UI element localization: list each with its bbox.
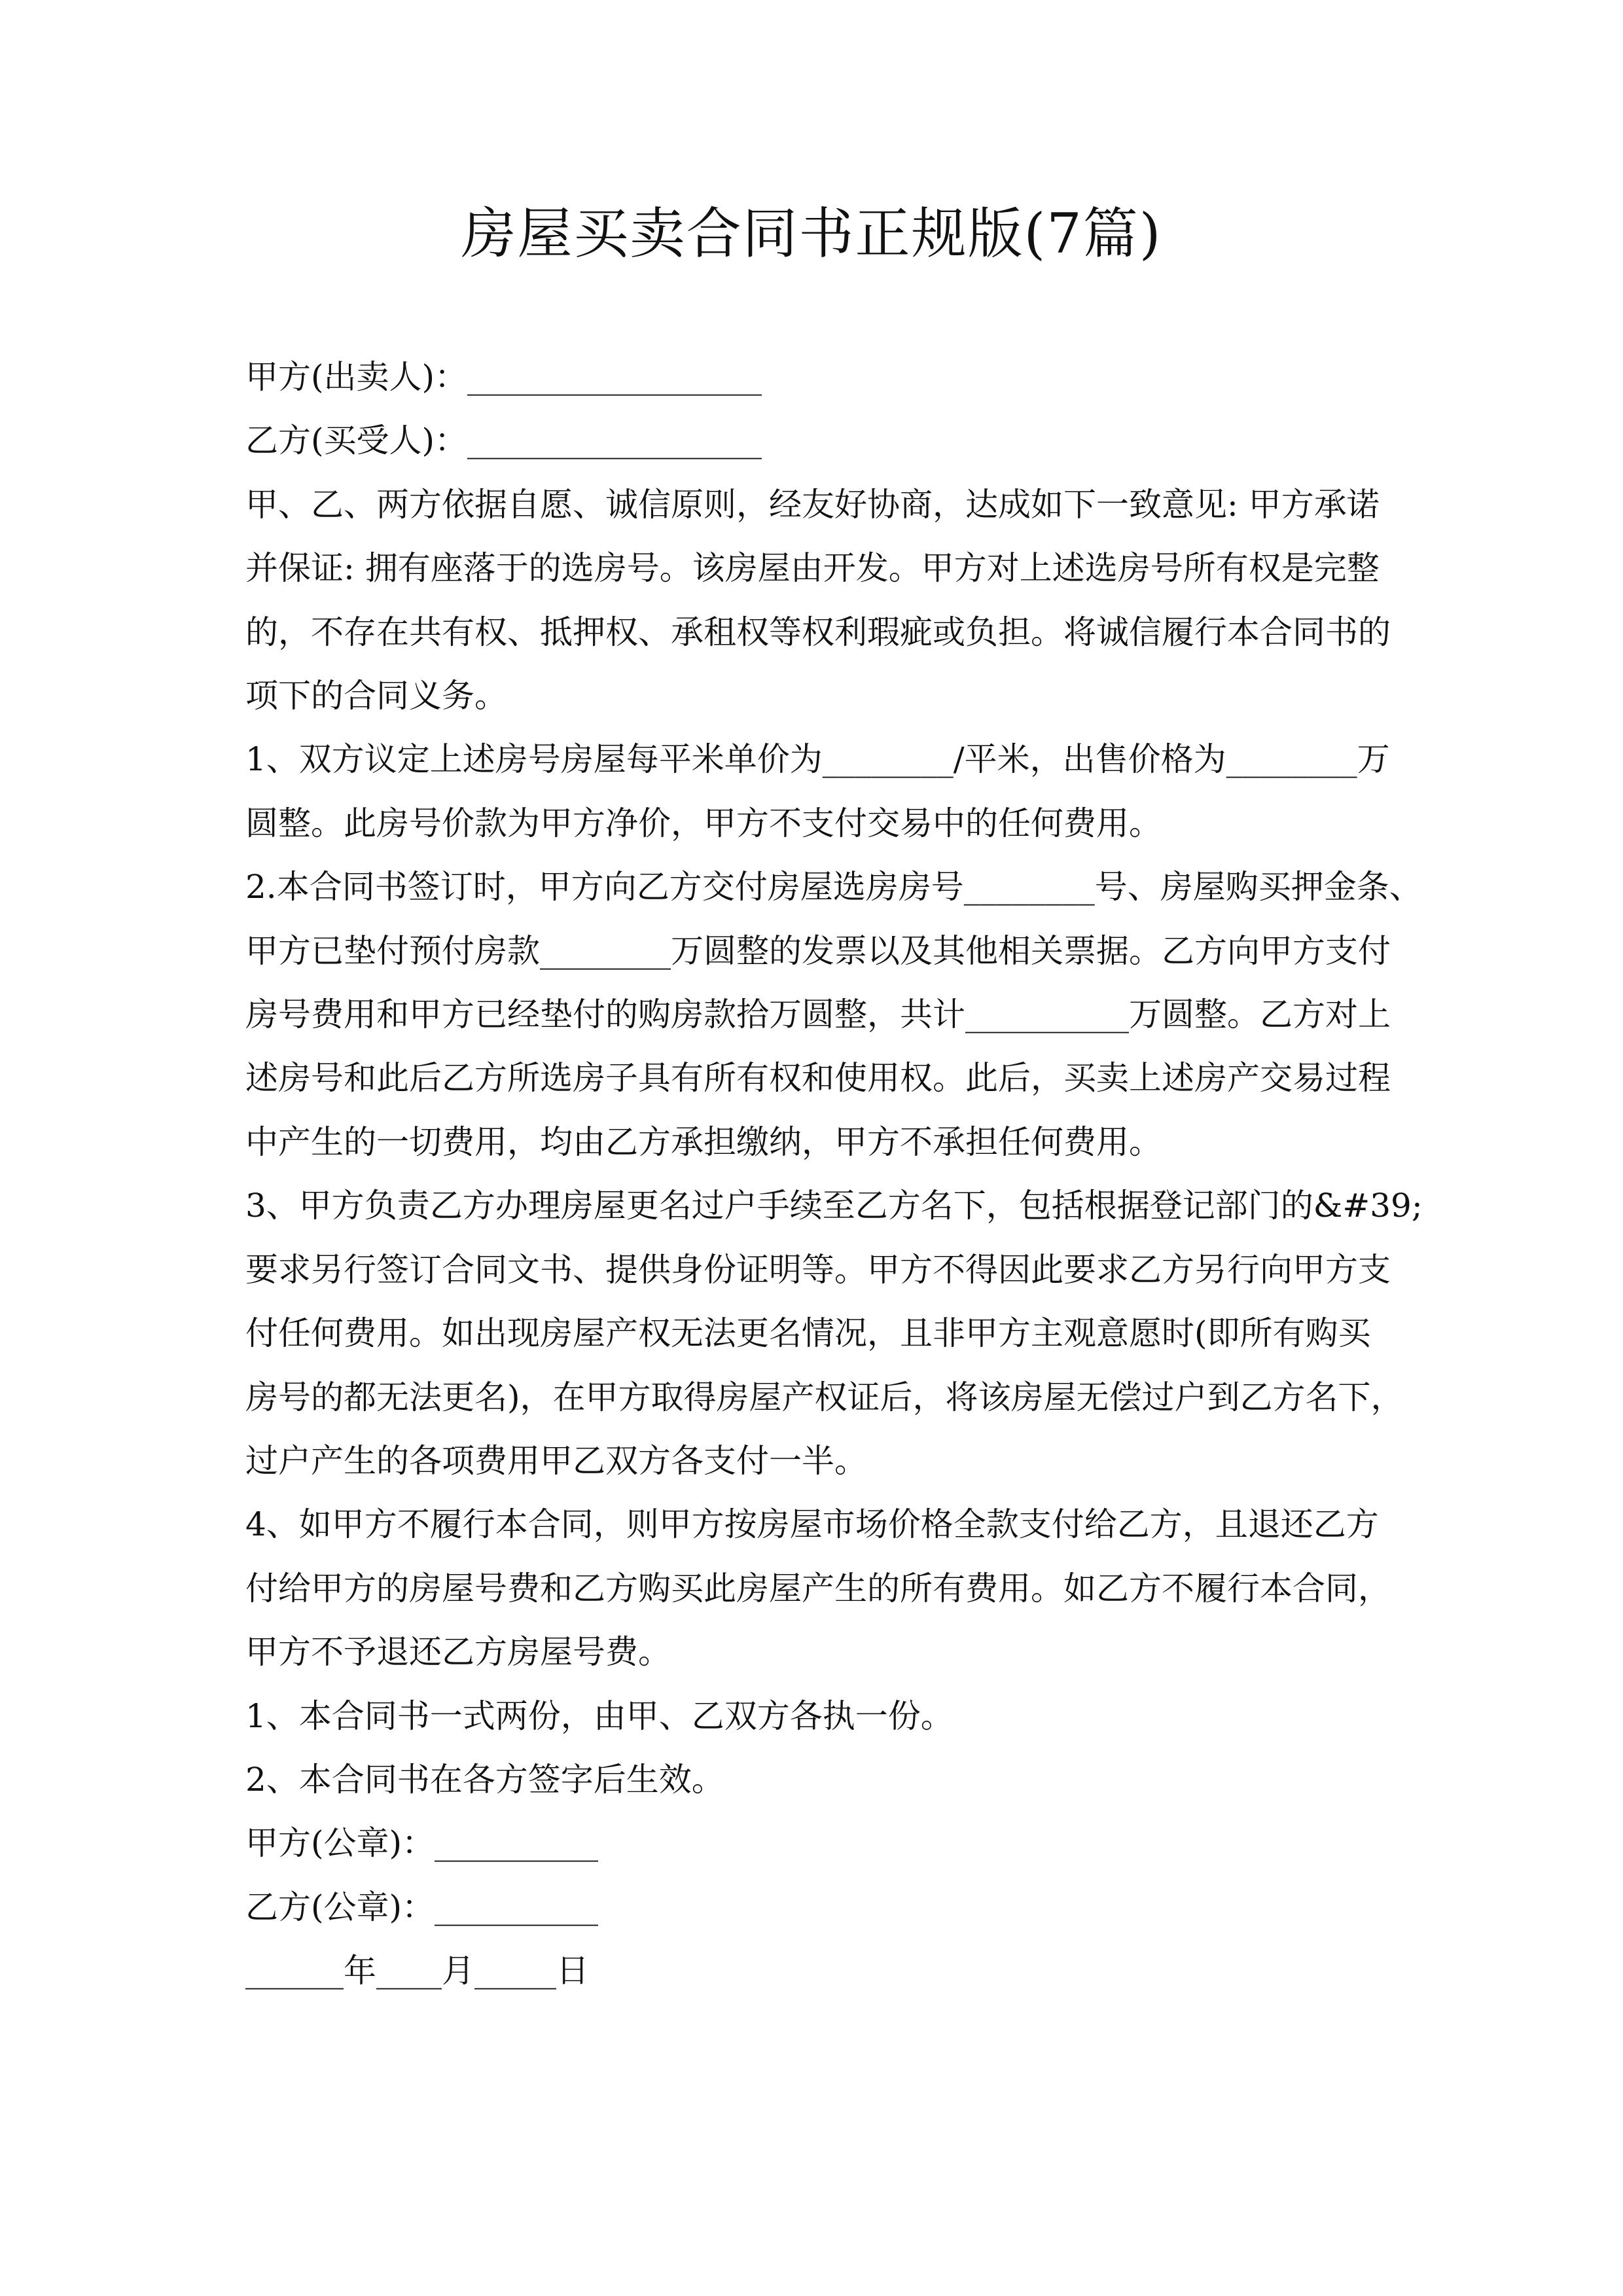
text-line: 并保证: 拥有座落于的选房号。该房屋由开发。甲方对上述选房号所有权是完整 (245, 549, 1380, 588)
text-line: 房号的都无法更名)，在甲方取得房屋产权证后，将该房屋无偿过户到乙方名下， (245, 1378, 1404, 1416)
text-line: 圆整。此房号价款为甲方净价，甲方不支付交易中的任何费用。 (245, 804, 1162, 842)
text-line: 的，不存在共有权、抵押权、承租权等权利瑕疵或负担。将诚信履行本合同书的 (245, 613, 1391, 651)
text-line: 甲方(出卖人)：__________________ (245, 358, 762, 396)
text-line: 2.本合同书签订时，甲方向乙方交付房屋选房房号________号、房屋购买押金条、 (245, 868, 1422, 906)
text-line: 付任何费用。如出现房屋产权无法更名情况，且非甲方主观意愿时(即所有购买 (245, 1314, 1371, 1353)
text-line: 述房号和此后乙方所选房子具有所有权和使用权。此后，买卖上述房产交易过程 (245, 1059, 1391, 1098)
document-body (245, 346, 1587, 2003)
text-line: 中产生的一切费用，均由乙方承担缴纳，甲方不承担任何费用。 (245, 1122, 1162, 1161)
text-line: 甲方(公章)：__________ (245, 1824, 599, 1863)
text-line: 付给甲方的房屋号费和乙方购买此房屋产生的所有费用。如乙方不履行本合同， (245, 1569, 1391, 1607)
text-line: 4、如甲方不履行本合同，则甲方按房屋市场价格全款支付给乙方，且退还乙方 (245, 1505, 1379, 1544)
text-line: 3、甲方负责乙方办理房屋更名过户手续至乙方名下，包括根据登记部门的&#39; (245, 1187, 1423, 1225)
text-line: 1、双方议定上述房号房屋每平米单价为________/平米，出售价格为________万 (245, 740, 1390, 779)
text-line: 要求另行签订合同文书、提供身份证明等。甲方不得因此要求乙方另行向甲方支 (245, 1250, 1391, 1289)
text-line: 房号费用和甲方已经垫付的购房款拾万圆整，共计__________万圆整。乙方对上 (245, 996, 1391, 1034)
text-line: 1、本合同书一式两份，由甲、乙双方各执一份。 (245, 1696, 954, 1735)
text-line: 甲方已垫付预付房款________万圆整的发票以及其他相关票据。乙方向甲方支付 (245, 931, 1391, 970)
text-line: 项下的合同义务。 (245, 677, 507, 715)
text-line: ______年____月_____日 (245, 1952, 589, 1990)
document-title: 房屋买卖合同书正规版(7篇) (461, 202, 1162, 266)
text-line: 甲方不予退还乙方房屋号费。 (245, 1633, 671, 1672)
text-line: 2、本合同书在各方签字后生效。 (245, 1760, 724, 1799)
text-line: 过户产生的各项费用甲乙双方各支付一半。 (245, 1441, 867, 1480)
text-line: 甲、乙、两方依据自愿、诚信原则，经友好协商，达成如下一致意见: 甲方承诺 (245, 485, 1380, 524)
text-line: 乙方(买受人)：__________________ (245, 422, 762, 460)
text-line: 乙方(公章)：__________ (245, 1888, 599, 1926)
